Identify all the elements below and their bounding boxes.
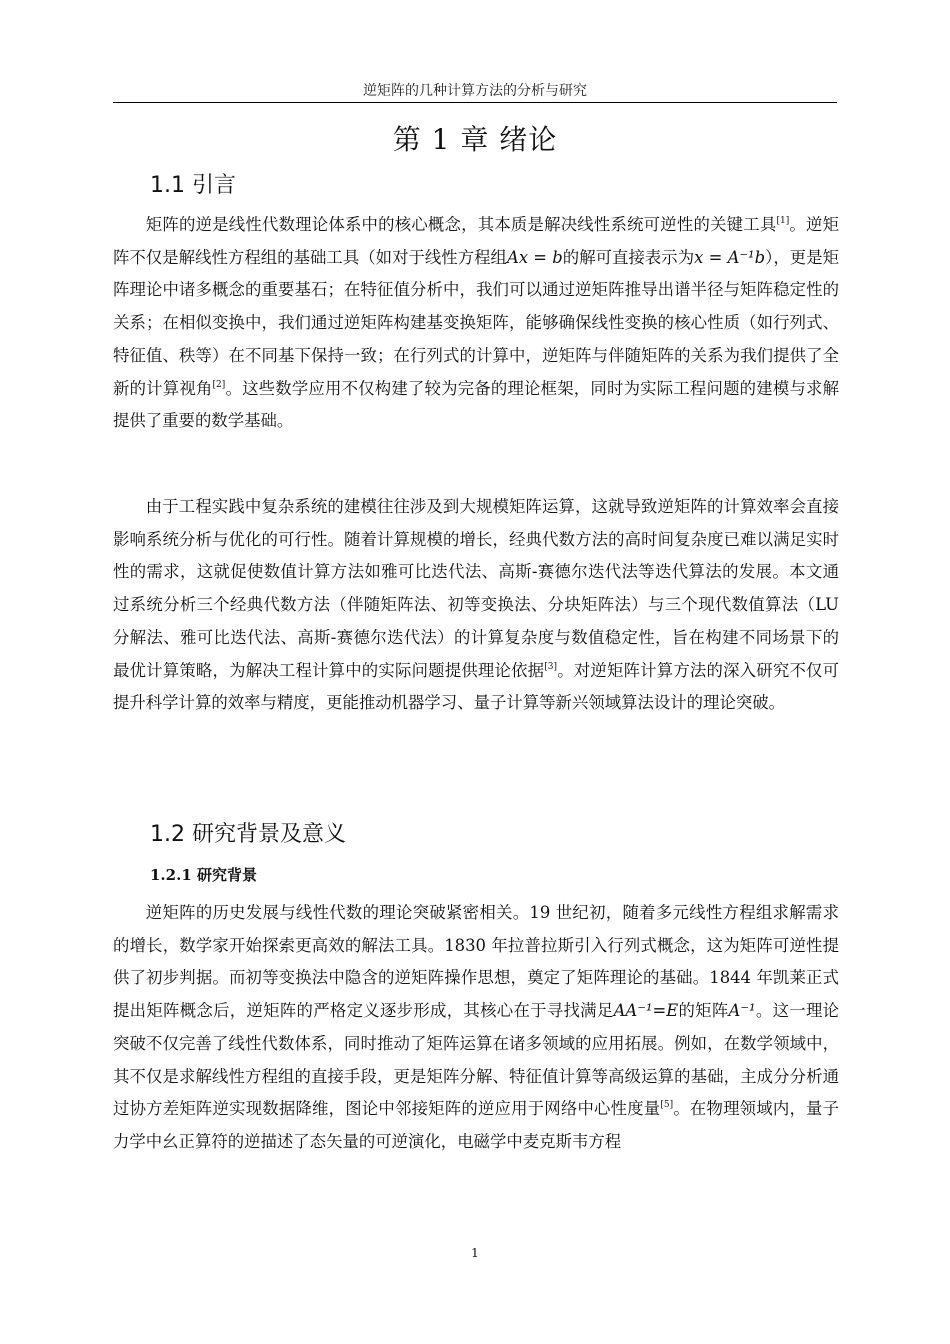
text-run: 矩阵的逆是线性代数理论体系中的核心概念，其本质是解决线性系统可逆性的关键工具	[145, 215, 777, 234]
text-run: 。这一理论突破不仅完善了线性代数体系，同时推动了矩阵运算在诸多领域的应用拓展。例如，在数学领域中，其不仅是求解线性方程组的直接手段，更是矩阵分解、特征值计算等高级运算的基础，主成分分析通过协方差矩阵逆实现数据降维，图论中邻接矩阵的逆应用于网络中心性度量	[113, 1001, 840, 1119]
text-run: 的解可直接表示为	[562, 247, 695, 267]
text-run: ），更是矩阵理论中诸多概念的重要基石；在特征值分析中，我们可以通过逆矩阵推导出谱半径与矩阵稳定性的关系；在相似变换中，我们通过逆矩阵构建基变换矩阵，能够确保线性变换的核心性质（如行列式、特征值、秩等）在不同基下保持一致；在行列式的计算中，逆矩阵与伴随矩阵的关系为我们提供了全新的计算视角	[113, 247, 840, 398]
citation-ref: [3]	[544, 661, 558, 672]
equation: A⁻¹	[728, 1001, 756, 1021]
section-title-intro: 1.1 引言	[150, 173, 236, 198]
paragraph-background-1	[113, 897, 839, 1159]
equation: AA⁻¹=E	[613, 1001, 679, 1021]
running-header: 逆矩阵的几种计算方法的分析与研究	[363, 83, 587, 99]
citation-ref: [5]	[660, 1100, 674, 1111]
paragraph-intro-2	[113, 491, 839, 720]
citation-ref: [1]	[776, 216, 790, 226]
citation-ref: [2]	[212, 379, 226, 390]
text-run: 的矩阵	[678, 1001, 729, 1021]
text-run: 由于工程实践中复杂系统的建模往往涉及到大规模矩阵运算，这就导致逆矩阵的计算效率会直接影响系统分析与优化的可行性。随着计算规模的增长，经典代数方法的高时间复杂度已难以满足实时性的需求，这就促使数值计算方法如雅可比迭代法、高斯-赛德尔迭代法等迭代算法的发展。本文通过系统分析三个经典代数方法（伴随矩阵法、初等变换法、分块矩阵法）与三个现代数值算法（LU 分解法、雅可比迭代法、高斯-赛德尔迭代法）的计算复杂度与数值稳定性，旨在构建不同场景下的最优计算策略，为解决工程计算中的实际问题提供理论依据	[113, 497, 839, 680]
subsection-title: 1.2.1 研究背景	[150, 866, 257, 884]
equation: x = A⁻¹b	[694, 247, 766, 267]
chapter-title: 第 1 章 绪论	[392, 123, 558, 156]
text-run: 。逆矩阵不仅是解线性方程组的基础工具（如对于线性方程组	[113, 215, 840, 267]
text-run: 。这些数学应用不仅构建了较为完备的理论框架，同时为实际工程问题的建模与求解提供了重要的数学基础。	[113, 378, 840, 431]
page-number: 1	[471, 1246, 479, 1260]
text-run: 。对逆矩阵计算方法的深入研究不仅可提升科学计算的效率与精度，更能推动机器学习、量子计算等新兴领域算法设计的理论突破。	[113, 660, 840, 713]
paragraph-intro-1	[113, 209, 839, 438]
section-title-background: 1.2 研究背景及意义	[150, 822, 346, 847]
header-divider	[113, 102, 837, 103]
text-run: 逆矩阵的历史发展与线性代数的理论突破紧密相关。19 世纪初，随着多元线性方程组求解需求的增长，数学家开始探索更高效的解法工具。1830 年拉普拉斯引入行列式概念，这为矩阵可逆性提供了初步判据。而初等变换法中隐含的逆矩阵操作思想，奠定了矩阵理论的基础。1844 年凯莱正式提出矩阵概念后，逆矩阵的严格定义逐步形成，其核心在于寻找满足	[113, 903, 839, 1021]
text-run: 。在物理领域内，量子力学中幺正算符的逆描述了态矢量的可逆演化，电磁学中麦克斯韦方程	[113, 1099, 840, 1151]
equation: Ax = b	[506, 247, 563, 267]
